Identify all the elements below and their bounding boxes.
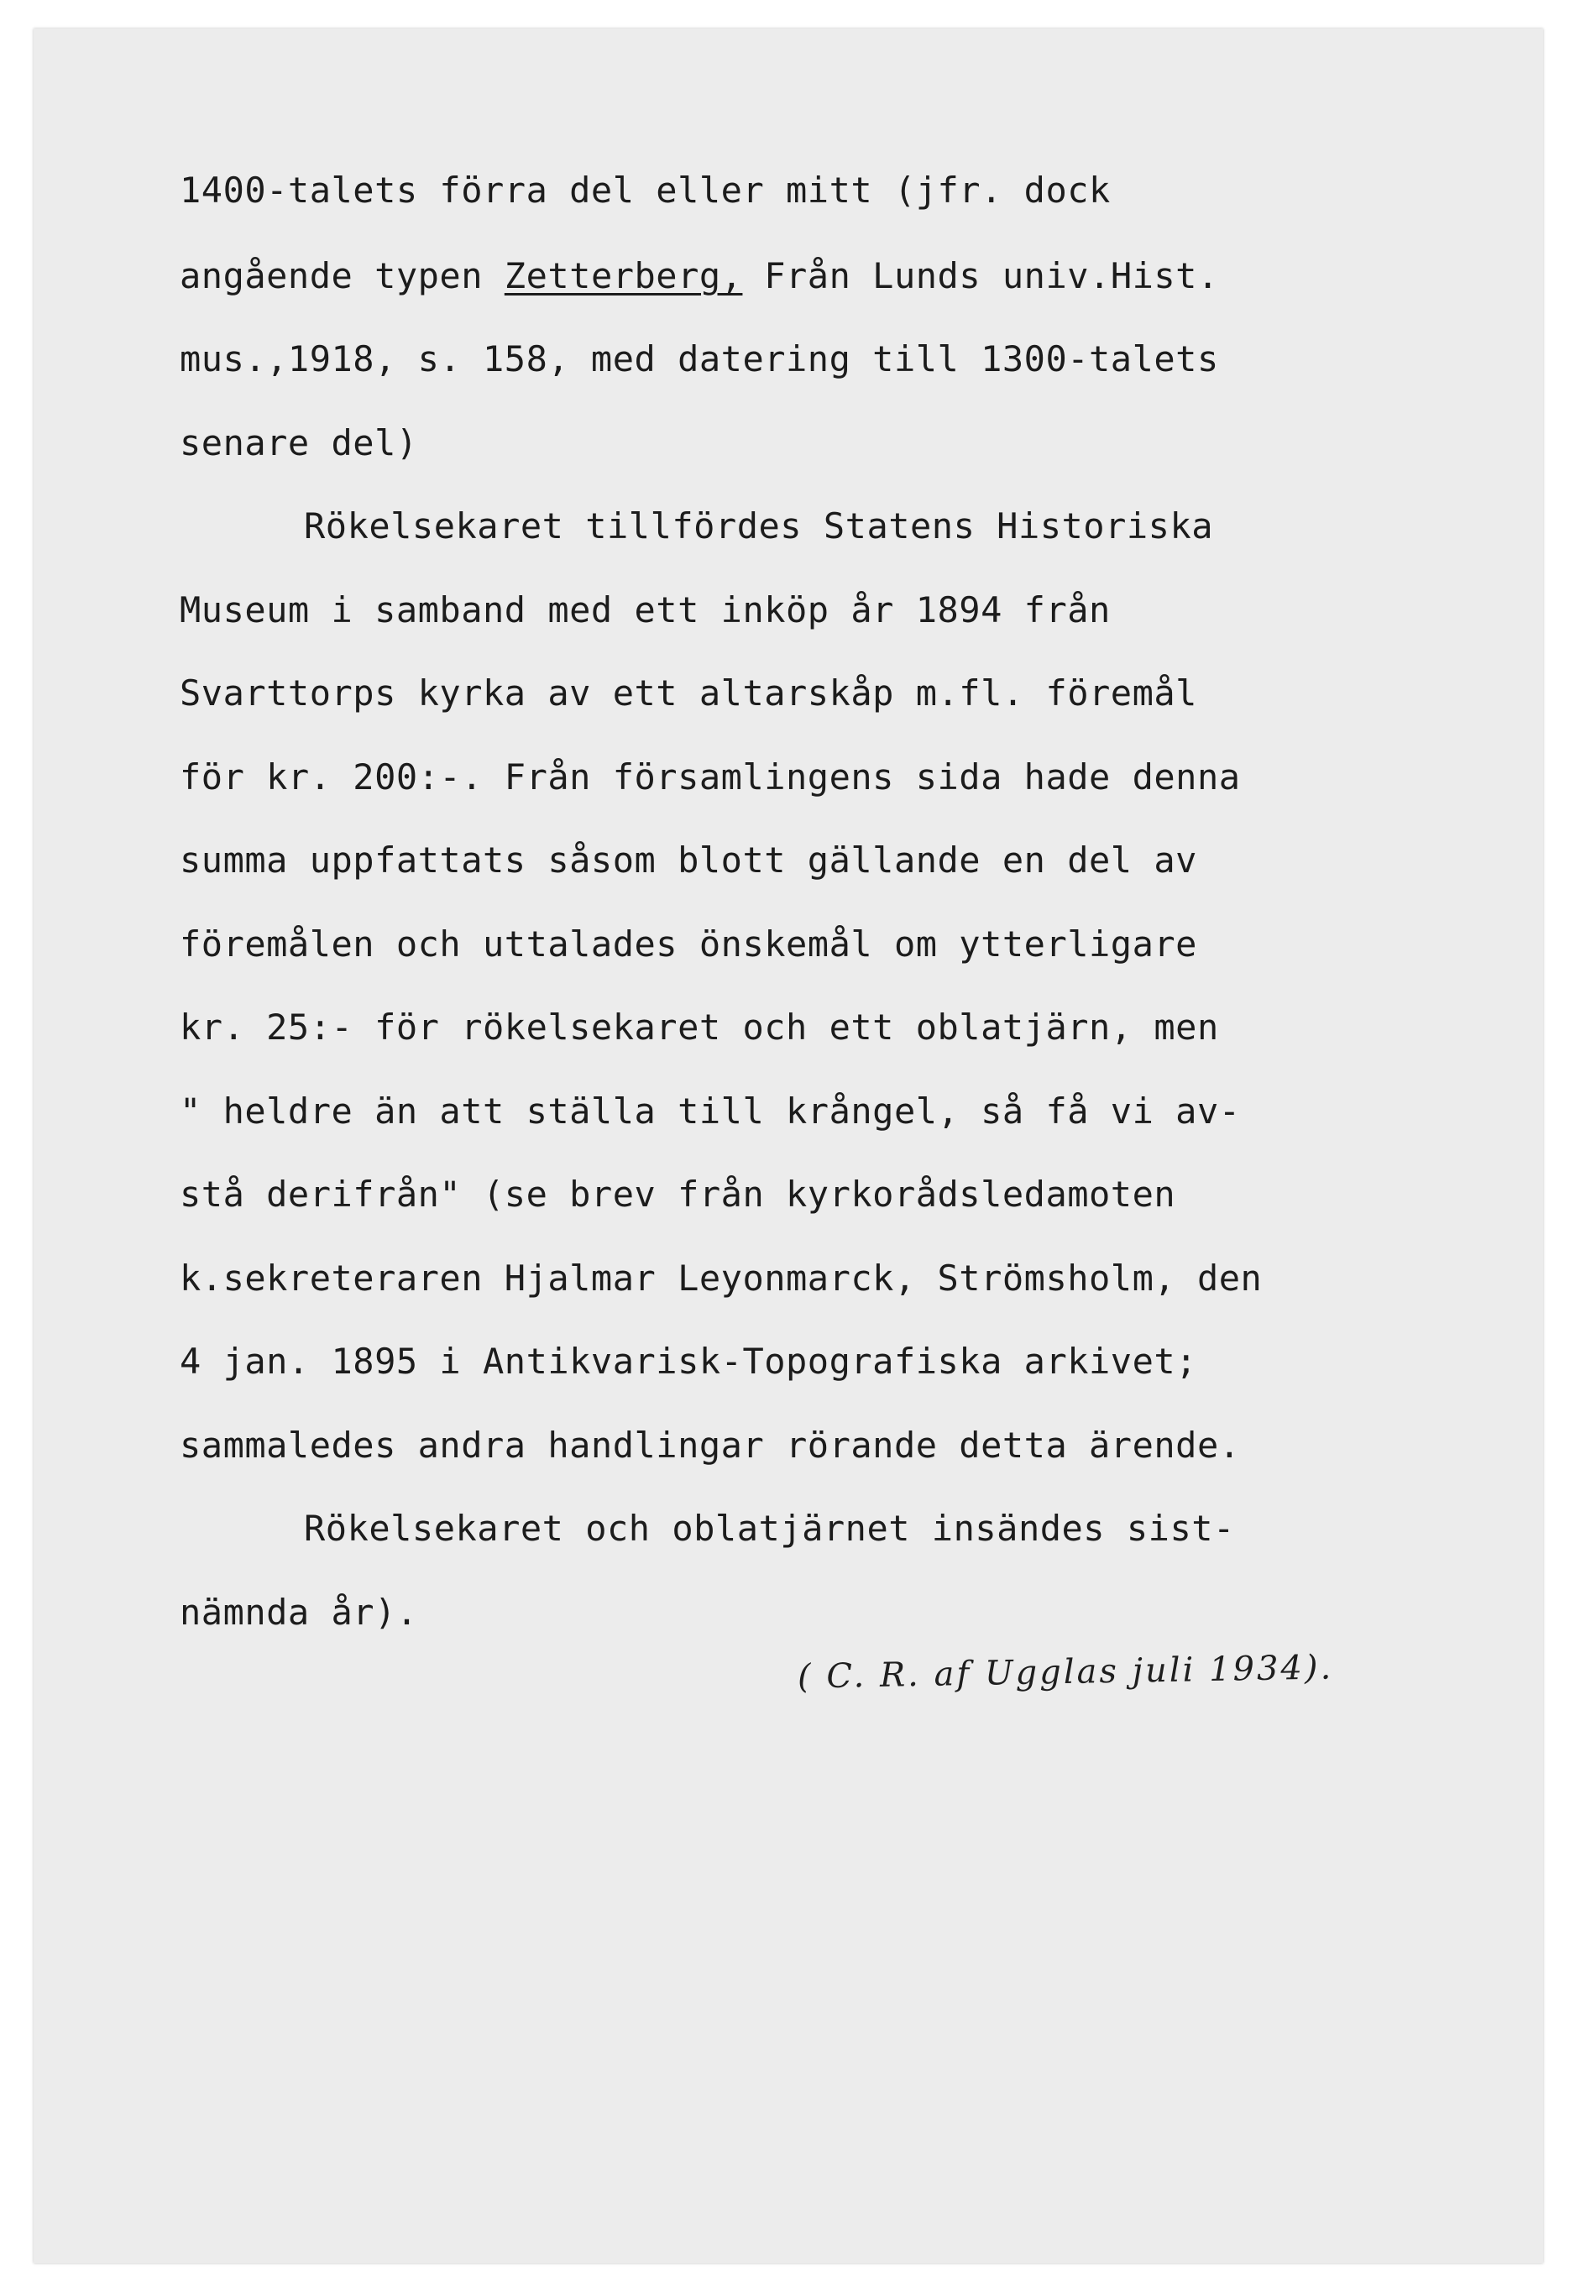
text-line-2-end: Från Lunds univ.Hist. [742, 255, 1219, 296]
text-line-10: föremålen och uttalades önskemål om ytterligare [180, 923, 1197, 965]
text-line-1: 1400-talets förra del eller mitt (jfr. dock [180, 170, 1111, 211]
text-line-4: senare del) [180, 422, 418, 463]
document-page [34, 29, 1543, 2263]
text-line-6: Museum i samband med ett inköp år 1894 från [180, 589, 1111, 630]
handwritten-signature: ( C. R. af Ugglas juli 1934). [797, 1648, 1334, 1697]
text-line-16: sammaledes andra handlingar rörande detta ärende. [180, 1425, 1241, 1466]
typed-text [34, 29, 1543, 2263]
text-line-9: summa uppfattats såsom blott gällande en del av [180, 839, 1197, 881]
text-line-3: mus.,1918, s. 158, med datering till 1300-talets [180, 338, 1219, 379]
text-line-18: nämnda år). [180, 1592, 418, 1633]
underlined-reference: Zetterberg, [504, 255, 743, 296]
text-line-14: k.sekreteraren Hjalmar Leyonmarck, Strömsholm, den [180, 1258, 1263, 1299]
text-line-2-start: angående typen [180, 255, 505, 296]
text-line-2 [180, 251, 1219, 301]
text-line-13: stå derifrån" (se brev från kyrkorådsledamoten [180, 1174, 1176, 1215]
text-line-7: Svarttorps kyrka av ett altarskåp m.fl. föremål [180, 672, 1197, 714]
text-line-5: Rökelsekaret tillfördes Statens Historiska [304, 505, 1214, 547]
text-line-11: kr. 25:- för rökelsekaret och ett oblatjärn, men [180, 1007, 1219, 1048]
text-line-15: 4 jan. 1895 i Antikvarisk-Topografiska arkivet; [180, 1341, 1197, 1382]
text-line-12: " heldre än att ställa till krångel, så få vi av- [180, 1090, 1241, 1132]
text-line-17: Rökelsekaret och oblatjärnet insändes sist- [304, 1508, 1235, 1549]
text-line-8: för kr. 200:-. Från församlingens sida hade denna [180, 756, 1241, 798]
